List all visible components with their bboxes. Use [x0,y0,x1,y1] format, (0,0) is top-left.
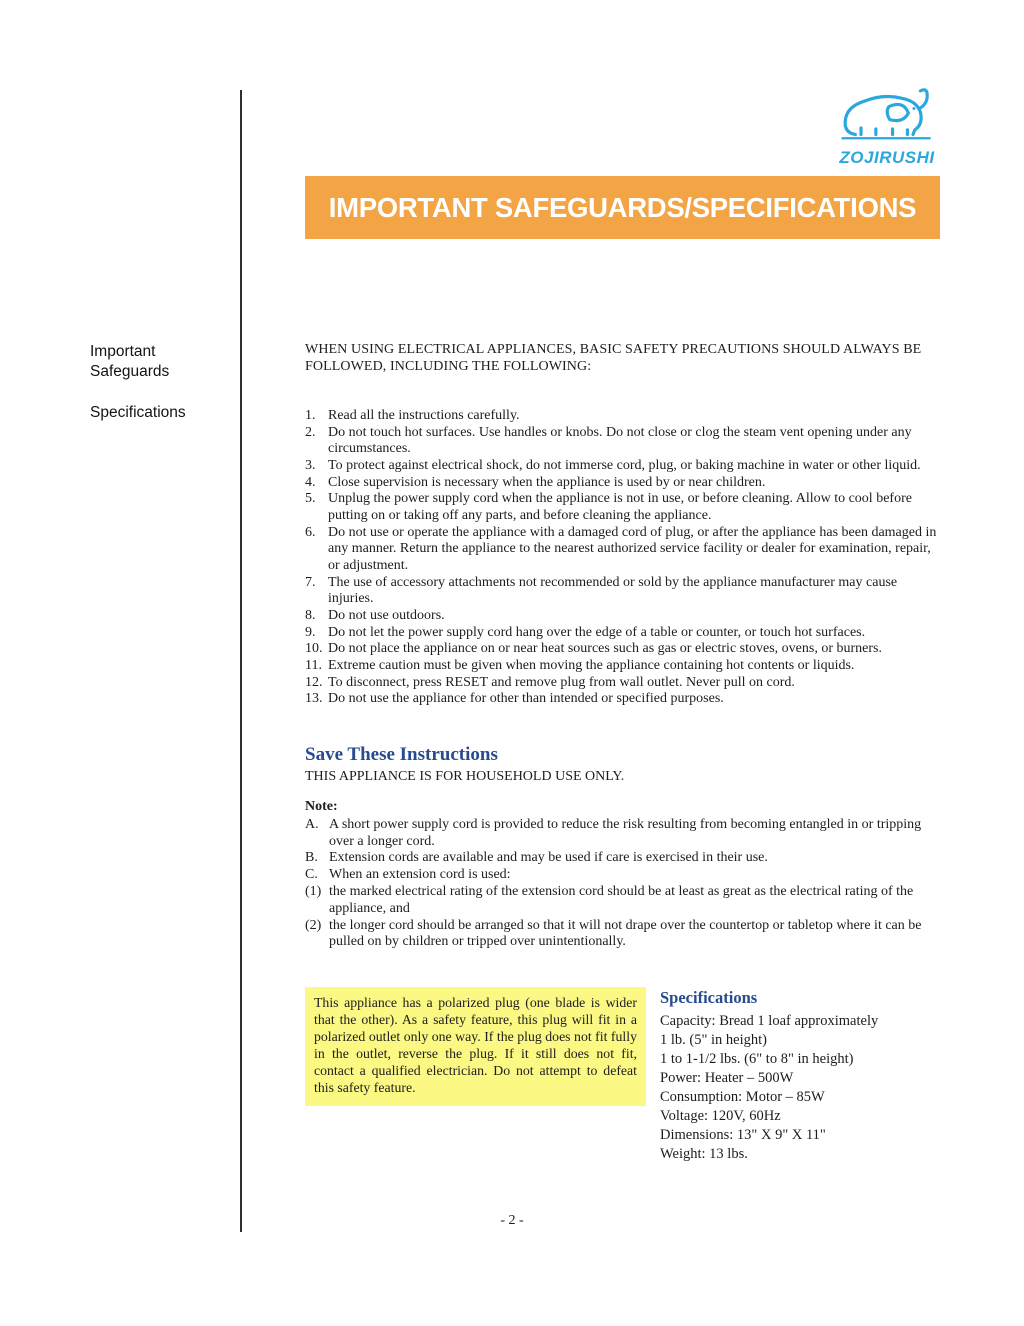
safeguard-text: Close supervision is necessary when the appliance is used by or near children. [328,474,766,490]
note-text: A short power supply cord is provided to reduce the risk resulting from becoming entangled in or tripping over a longer cord. [329,816,922,849]
spec-line: 1 to 1-1/2 lbs. (6" to 8" in height) [660,1050,854,1067]
safeguard-item [305,425,941,458]
page-title: IMPORTANT SAFEGUARDS/SPECIFICATIONS [328,191,917,223]
safeguard-item [305,608,941,625]
save-instructions-heading: Save These Instructions [305,744,498,765]
safeguard-item [305,691,941,708]
note-item [305,918,941,952]
specifications-heading: Specifications [660,988,758,1007]
safeguard-number: 9. [305,624,316,640]
safeguard-text: Do not let the power supply cord hang over the edge of a table or counter, or touch hot surfaces. [328,624,866,640]
safeguard-item [305,641,941,658]
sidebar-label-important-safeguards: Important Safeguards [90,343,170,381]
spec-line: Voltage: 120V, 60Hz [660,1107,781,1124]
safeguards-list [305,408,941,708]
safeguard-item [305,525,941,575]
brand-name: ZOJIRUSHI [839,148,935,167]
brand-logo [831,84,943,168]
safeguard-item [305,675,941,692]
note-marker: C. [305,867,318,883]
spec-line: Weight: 13 lbs. [660,1145,748,1162]
spec-line: Dimensions: 13" X 9" X 11" [660,1126,826,1143]
spec-line: 1 lb. (5" in height) [660,1031,768,1048]
safeguard-number: 13. [305,691,323,707]
spec-line: Consumption: Motor – 85W [660,1088,825,1105]
note-text: When an extension cord is used: [329,867,511,883]
safeguard-number: 3. [305,457,316,473]
spec-line: Power: Heater – 500W [660,1069,794,1086]
elephant-logo-icon [831,84,943,146]
note-text: Extension cords are available and may be used if care is exercised in their use. [329,850,768,866]
note-item [305,884,941,918]
safeguard-item [305,475,941,492]
safeguard-text: Extreme caution must be given when moving the appliance containing hot contents or liquids. [328,657,855,673]
note-item [305,850,941,867]
note-marker: B. [305,850,318,866]
safeguard-text: Do not touch hot surfaces. Use handles or knobs. Do not close or clog the steam vent opening under any circumstances. [328,424,912,457]
vertical-divider [240,90,242,1232]
safeguard-number: 1. [305,408,316,423]
note-item [305,817,941,851]
safeguard-text: Unplug the power supply cord when the appliance is not in use, or before cleaning. Allow to cool before putting on or taking off any parts, and before cleaning the appliance. [328,491,912,523]
safeguard-text: To disconnect, press RESET and remove plug from wall outlet. Never pull on cord. [328,674,795,690]
safeguard-number: 11. [305,657,322,673]
note-text: the marked electrical rating of the extension cord should be at least as great as the electrical rating of the appliance, and [329,883,914,916]
safeguard-item [305,491,941,524]
safeguard-text: Read all the instructions carefully. [328,408,520,423]
safeguard-item [305,408,941,425]
safeguard-item [305,625,941,642]
note-text: the longer cord should be arranged so that it will not drape over the countertop or tabletop where it can be pulled on by children or tripped over unintentionally. [329,917,922,950]
safeguard-text: Do not use the appliance for other than intended or specified purposes. [328,691,724,707]
polarized-plug-notice: This appliance has a polarized plug (one blade is wider that the other). As a safety feature, this plug will fit in a polarized outlet only one way. If the plug does not fit fully in the outlet, reverse the plug. If it still does not fit, contact a qualified electrician. Do not attempt to defeat this safety feature. [305,987,646,1106]
safeguard-number: 10. [305,641,323,657]
note-marker: (1) [305,883,322,899]
safeguard-item [305,658,941,675]
safeguard-text: The use of accessory attachments not recommended or sold by the appliance manufacturer may cause injuries. [328,574,898,607]
safeguard-number: 4. [305,474,316,490]
safeguard-text: Do not place the appliance on or near heat sources such as gas or electric stoves, ovens, or burners. [328,641,882,657]
specifications-section [660,988,945,1164]
save-instructions-section [305,744,941,786]
page-number: - 2 - [500,1213,524,1228]
safeguard-number: 6. [305,524,316,540]
note-section [305,799,941,951]
safeguard-number: 2. [305,424,316,440]
safeguard-number: 8. [305,607,316,623]
safeguard-item [305,575,941,608]
sidebar-label-specifications: Specifications [90,404,186,421]
page-banner [305,176,940,239]
safeguard-text: Do not use or operate the appliance with a damaged cord of plug, or after the appliance has been damaged in any manner. Return the appliance to the nearest authorized service facility or dealer for examination, repair, or adjustment. [328,524,937,573]
note-marker: (2) [305,917,322,933]
safeguard-text: To protect against electrical shock, do not immerse cord, plug, or baking machine in water or other liquid. [328,457,921,473]
note-label: Note: [305,799,338,814]
note-item [305,867,941,884]
household-use-text: THIS APPLIANCE IS FOR HOUSEHOLD USE ONLY. [305,768,625,784]
safeguard-number: 7. [305,574,316,590]
note-marker: A. [305,816,319,832]
safeguard-number: 5. [305,491,316,507]
safeguard-item [305,458,941,475]
spec-line: Capacity: Bread 1 loaf approximately [660,1013,879,1029]
safeguard-number: 12. [305,674,323,690]
safeguard-text: Do not use outdoors. [328,607,445,623]
intro-text: WHEN USING ELECTRICAL APPLIANCES, BASIC SAFETY PRECAUTIONS SHOULD ALWAYS BE FOLLOWED, INCLUDING THE FOLLOWING: [305,342,922,374]
